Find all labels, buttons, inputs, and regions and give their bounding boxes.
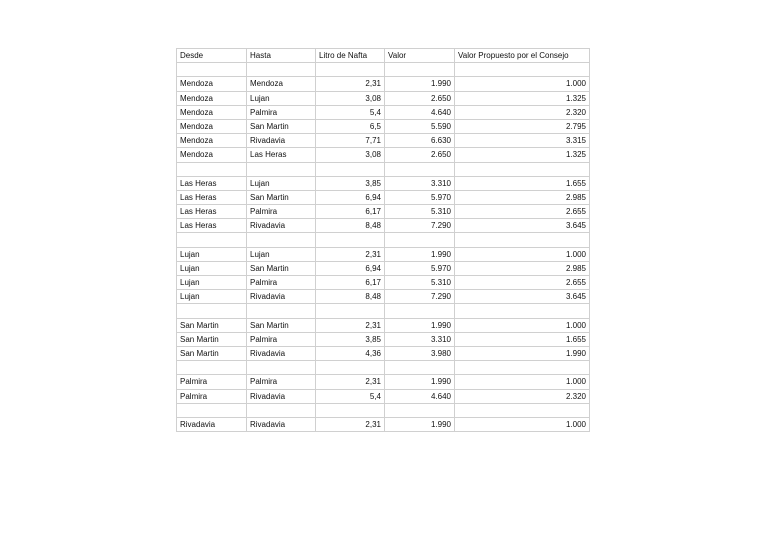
spacer-row [177, 304, 590, 318]
table-row [177, 346, 590, 360]
cell-propuesto: 2.655 [455, 276, 590, 290]
spacer-row [177, 361, 590, 375]
cell-litro: 6,94 [316, 190, 385, 204]
cell-litro: 2,31 [316, 247, 385, 261]
cell-litro: 7,71 [316, 134, 385, 148]
cell-propuesto: 1.000 [455, 375, 590, 389]
header-litro: Litro de Nafta [316, 49, 385, 63]
cell-hasta: Palmira [247, 105, 316, 119]
cell-desde [177, 162, 247, 176]
cell-propuesto: 2.985 [455, 261, 590, 275]
cell-valor: 1.990 [385, 77, 455, 91]
cell-litro: 3,85 [316, 176, 385, 190]
cell-valor [385, 304, 455, 318]
cell-propuesto [455, 304, 590, 318]
cell-litro [316, 304, 385, 318]
cell-litro [316, 361, 385, 375]
fare-table [176, 48, 590, 432]
cell-desde: Lujan [177, 290, 247, 304]
cell-desde [177, 233, 247, 247]
cell-propuesto: 1.000 [455, 247, 590, 261]
cell-hasta [247, 403, 316, 417]
cell-desde: Rivadavia [177, 417, 247, 431]
cell-hasta: Rivadavia [247, 417, 316, 431]
spacer-row [177, 403, 590, 417]
cell-hasta: San Martin [247, 318, 316, 332]
cell-desde: Mendoza [177, 119, 247, 133]
table-row [177, 332, 590, 346]
cell-litro [316, 233, 385, 247]
cell-litro: 6,5 [316, 119, 385, 133]
cell-litro: 8,48 [316, 290, 385, 304]
table-row [177, 290, 590, 304]
cell-litro: 6,94 [316, 261, 385, 275]
cell-hasta: Rivadavia [247, 290, 316, 304]
cell-litro: 3,85 [316, 332, 385, 346]
cell-propuesto: 2.320 [455, 105, 590, 119]
table-row [177, 417, 590, 431]
cell-valor: 5.310 [385, 276, 455, 290]
cell-hasta: Lujan [247, 91, 316, 105]
cell-valor: 6.630 [385, 134, 455, 148]
cell-litro: 3,08 [316, 148, 385, 162]
cell-valor: 4.640 [385, 105, 455, 119]
cell-propuesto [455, 63, 590, 77]
cell-hasta: Palmira [247, 332, 316, 346]
header-propuesto: Valor Propuesto por el Consejo [455, 49, 590, 63]
cell-propuesto: 1.655 [455, 332, 590, 346]
cell-propuesto: 1.325 [455, 148, 590, 162]
cell-propuesto [455, 233, 590, 247]
cell-litro [316, 63, 385, 77]
header-row [177, 49, 590, 63]
cell-litro: 4,36 [316, 346, 385, 360]
cell-desde [177, 63, 247, 77]
cell-valor [385, 233, 455, 247]
cell-desde: Lujan [177, 276, 247, 290]
cell-propuesto [455, 162, 590, 176]
cell-desde [177, 403, 247, 417]
table-row [177, 261, 590, 275]
cell-desde: Palmira [177, 375, 247, 389]
table-row [177, 389, 590, 403]
spacer-row [177, 63, 590, 77]
cell-propuesto [455, 403, 590, 417]
cell-desde: San Martin [177, 346, 247, 360]
cell-hasta [247, 233, 316, 247]
spacer-row [177, 162, 590, 176]
header-desde: Desde [177, 49, 247, 63]
cell-hasta [247, 304, 316, 318]
cell-propuesto: 3.645 [455, 290, 590, 304]
cell-desde: Mendoza [177, 134, 247, 148]
cell-hasta: San Martin [247, 190, 316, 204]
cell-valor: 1.990 [385, 318, 455, 332]
cell-valor [385, 403, 455, 417]
table-row [177, 119, 590, 133]
cell-propuesto: 1.000 [455, 417, 590, 431]
cell-hasta [247, 162, 316, 176]
cell-propuesto [455, 361, 590, 375]
cell-hasta: Rivadavia [247, 346, 316, 360]
cell-propuesto: 2.320 [455, 389, 590, 403]
header-hasta: Hasta [247, 49, 316, 63]
cell-hasta [247, 361, 316, 375]
cell-valor: 7.290 [385, 219, 455, 233]
cell-propuesto: 2.985 [455, 190, 590, 204]
cell-hasta: Las Heras [247, 148, 316, 162]
cell-litro: 6,17 [316, 205, 385, 219]
cell-desde: Mendoza [177, 148, 247, 162]
table-row [177, 77, 590, 91]
cell-desde: Palmira [177, 389, 247, 403]
cell-desde: Lujan [177, 261, 247, 275]
cell-desde [177, 304, 247, 318]
cell-hasta: Rivadavia [247, 389, 316, 403]
cell-valor: 7.290 [385, 290, 455, 304]
cell-desde: Las Heras [177, 205, 247, 219]
cell-litro: 2,31 [316, 417, 385, 431]
table-row [177, 318, 590, 332]
cell-propuesto: 1.990 [455, 346, 590, 360]
cell-hasta: Palmira [247, 375, 316, 389]
cell-desde: Lujan [177, 247, 247, 261]
cell-litro: 3,08 [316, 91, 385, 105]
cell-desde: Las Heras [177, 176, 247, 190]
cell-litro [316, 403, 385, 417]
cell-valor: 5.970 [385, 261, 455, 275]
cell-hasta: Mendoza [247, 77, 316, 91]
cell-desde: Mendoza [177, 77, 247, 91]
cell-propuesto: 3.645 [455, 219, 590, 233]
cell-litro: 2,31 [316, 77, 385, 91]
cell-desde: Las Heras [177, 219, 247, 233]
cell-litro: 5,4 [316, 389, 385, 403]
cell-propuesto: 2.795 [455, 119, 590, 133]
cell-hasta: Rivadavia [247, 219, 316, 233]
table-body [177, 63, 590, 432]
cell-desde: Mendoza [177, 91, 247, 105]
cell-desde: Mendoza [177, 105, 247, 119]
cell-hasta: Lujan [247, 176, 316, 190]
cell-valor: 5.590 [385, 119, 455, 133]
cell-hasta [247, 63, 316, 77]
table-row [177, 190, 590, 204]
table-row [177, 219, 590, 233]
cell-valor: 3.980 [385, 346, 455, 360]
cell-propuesto: 3.315 [455, 134, 590, 148]
table-row [177, 91, 590, 105]
cell-desde: San Martin [177, 332, 247, 346]
cell-litro: 6,17 [316, 276, 385, 290]
cell-litro: 2,31 [316, 375, 385, 389]
cell-valor [385, 361, 455, 375]
table-row [177, 276, 590, 290]
cell-valor: 5.970 [385, 190, 455, 204]
cell-desde: Las Heras [177, 190, 247, 204]
table-row [177, 176, 590, 190]
cell-valor [385, 63, 455, 77]
table-row [177, 205, 590, 219]
table-row [177, 148, 590, 162]
cell-valor: 3.310 [385, 332, 455, 346]
cell-valor: 2.650 [385, 91, 455, 105]
cell-desde [177, 361, 247, 375]
table-row [177, 247, 590, 261]
cell-hasta: San Martin [247, 261, 316, 275]
header-valor: Valor [385, 49, 455, 63]
cell-desde: San Martin [177, 318, 247, 332]
cell-valor: 1.990 [385, 247, 455, 261]
cell-litro: 5,4 [316, 105, 385, 119]
cell-hasta: Palmira [247, 276, 316, 290]
cell-propuesto: 1.325 [455, 91, 590, 105]
cell-propuesto: 1.000 [455, 77, 590, 91]
table-row [177, 375, 590, 389]
cell-hasta: Lujan [247, 247, 316, 261]
cell-propuesto: 1.000 [455, 318, 590, 332]
cell-valor: 1.990 [385, 417, 455, 431]
cell-valor: 3.310 [385, 176, 455, 190]
cell-valor: 5.310 [385, 205, 455, 219]
table-row [177, 134, 590, 148]
cell-litro [316, 162, 385, 176]
cell-valor: 4.640 [385, 389, 455, 403]
cell-propuesto: 2.655 [455, 205, 590, 219]
cell-litro: 2,31 [316, 318, 385, 332]
cell-litro: 8,48 [316, 219, 385, 233]
cell-valor: 1.990 [385, 375, 455, 389]
cell-hasta: Palmira [247, 205, 316, 219]
cell-valor [385, 162, 455, 176]
spacer-row [177, 233, 590, 247]
cell-hasta: Rivadavia [247, 134, 316, 148]
cell-valor: 2.650 [385, 148, 455, 162]
cell-propuesto: 1.655 [455, 176, 590, 190]
table-row [177, 105, 590, 119]
cell-hasta: San Martin [247, 119, 316, 133]
